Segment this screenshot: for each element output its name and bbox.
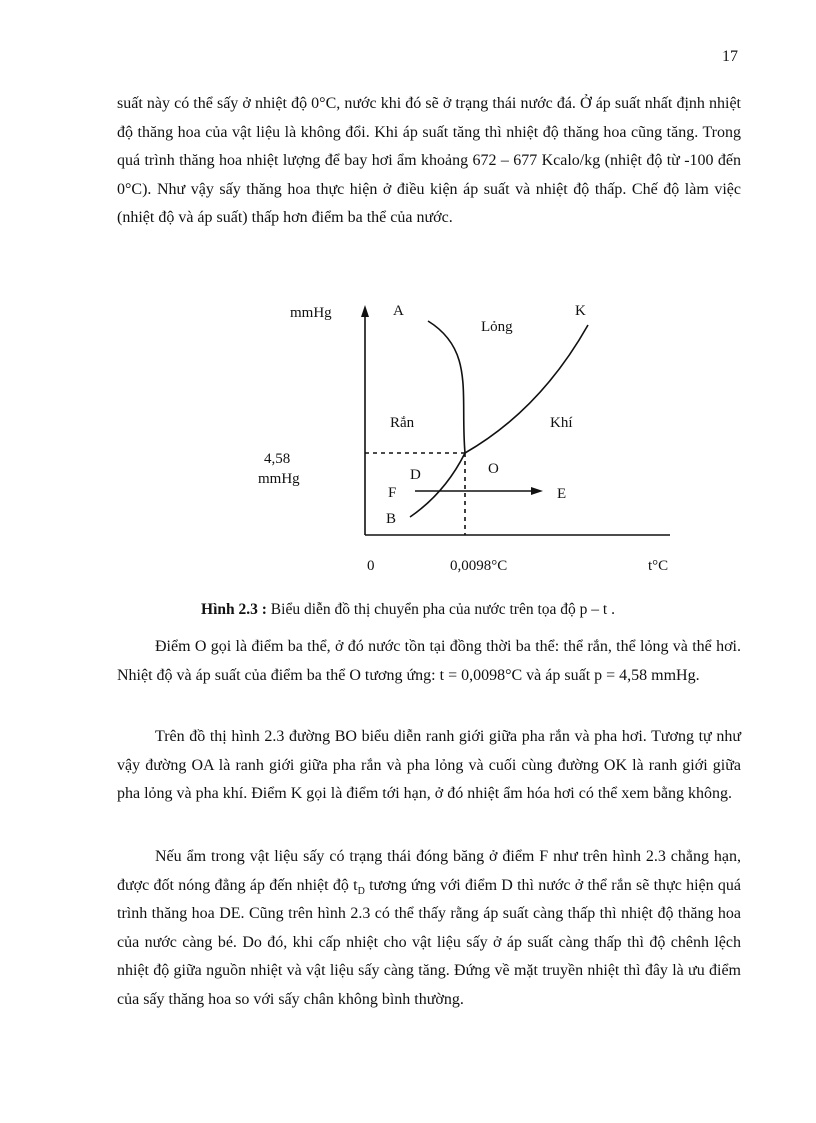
x-axis-label: t°C [648,558,669,574]
paragraph-3: Trên đồ thị hình 2.3 đường BO biểu diễn ranh giới giữa pha rắn và pha hơi. Tương tự như vậy đường OA là ranh giới giữa pha rắn và pha lỏng và cuối cùng đường OK là ranh giới giữa pha lỏng và pha khí. Điểm K gọi là điểm tới hạn, ở đó nhiệt ẩm hóa hơi có thể xem bằng không. [117,728,741,803]
temperature-label: 0,0098°C [450,558,508,574]
pressure-unit-label: mmHg [258,471,300,487]
pressure-value-label: 4,58 [264,451,291,467]
figure-caption [0,601,816,619]
paragraph-4 [117,843,741,1015]
paragraph-2: Điểm O gọi là điểm ba thể, ở đó nước tồn tại đồng thời ba thể: thể rắn, thể lỏng và thể hơi. Nhiệt độ và áp suất của điểm ba thể O tương ứng: t = 0,0098°C và áp suất p = 4,58 mmHg. [117,638,741,684]
region-solid-label: Rắn [390,415,415,431]
origin-label: 0 [367,558,375,574]
paragraph-4-part-1: Nếu ẩm trong vật liệu sấy có trạng thái đóng băng ở điểm F như trên hình 2.3 chẳng hạn, được đốt nóng đẳng áp đến nhiệt độ t [117,848,741,894]
region-gas-label: Khí [550,415,573,431]
phase-diagram [250,295,690,585]
point-B-label: B [386,511,397,527]
paragraph-1: suất này có thể sấy ở nhiệt độ 0°C, nước khi đó sẽ ở trạng thái nước đá. Ở áp suất nhất định nhiệt độ thăng hoa của vật liệu là không đổi. Khi áp suất tăng thì nhiệt độ thăng hoa cũng tăng. Trong quá trình thăng hoa nhiệt lượng để bay hơi ẩm khoảng 672 – 677 Kcalo/kg (nhiệt độ từ -100 đến 0°C). Như vậy sấy thăng hoa thực hiện ở điều kiện áp suất và nhiệt độ thấp. Chế độ làm việc (nhiệt độ và áp suất) thấp hơn điểm ba thể của nước. [117,95,741,227]
point-D-label: D [410,467,421,483]
paragraph-4-subscript: D [357,885,365,897]
y-axis-arrow-icon [361,305,369,317]
point-O-label: O [488,461,499,477]
page-number: 17 [722,48,738,65]
point-K-label: K [575,303,586,319]
y-axis-label: mmHg [290,305,332,321]
paragraph-4-part-2: tương ứng với điểm D thì nước ở thể rắn sẽ thực hiện quá trình thăng hoa DE. Cũng trên hình 2.3 có thể thấy rằng áp suất càng thấp thì nhiệt độ thăng hoa của nước càng bé. Do đó, khi cấp nhiệt cho vật liệu sấy ở áp suất càng thấp thì độ chênh lệch nhiệt độ giữa nguồn nhiệt và vật liệu sấy càng tăng. Đứng về mặt truyền nhiệt thì đây là ưu điểm của sấy thăng hoa so với sấy chân không bình thường. [117,876,741,1008]
point-F-label: F [388,485,397,501]
curve-OK [465,325,588,453]
point-E-label: E [557,486,567,502]
point-A-label: A [393,303,404,319]
curve-BO [410,453,465,517]
arrow-DE-head-icon [531,487,543,495]
caption-label: Hình 2.3 : [201,601,267,618]
region-liquid-label: Lỏng [481,319,513,335]
curve-OA [428,321,465,453]
caption-text: Biểu diễn đồ thị chuyển pha của nước trên tọa độ p – t . [266,601,615,618]
